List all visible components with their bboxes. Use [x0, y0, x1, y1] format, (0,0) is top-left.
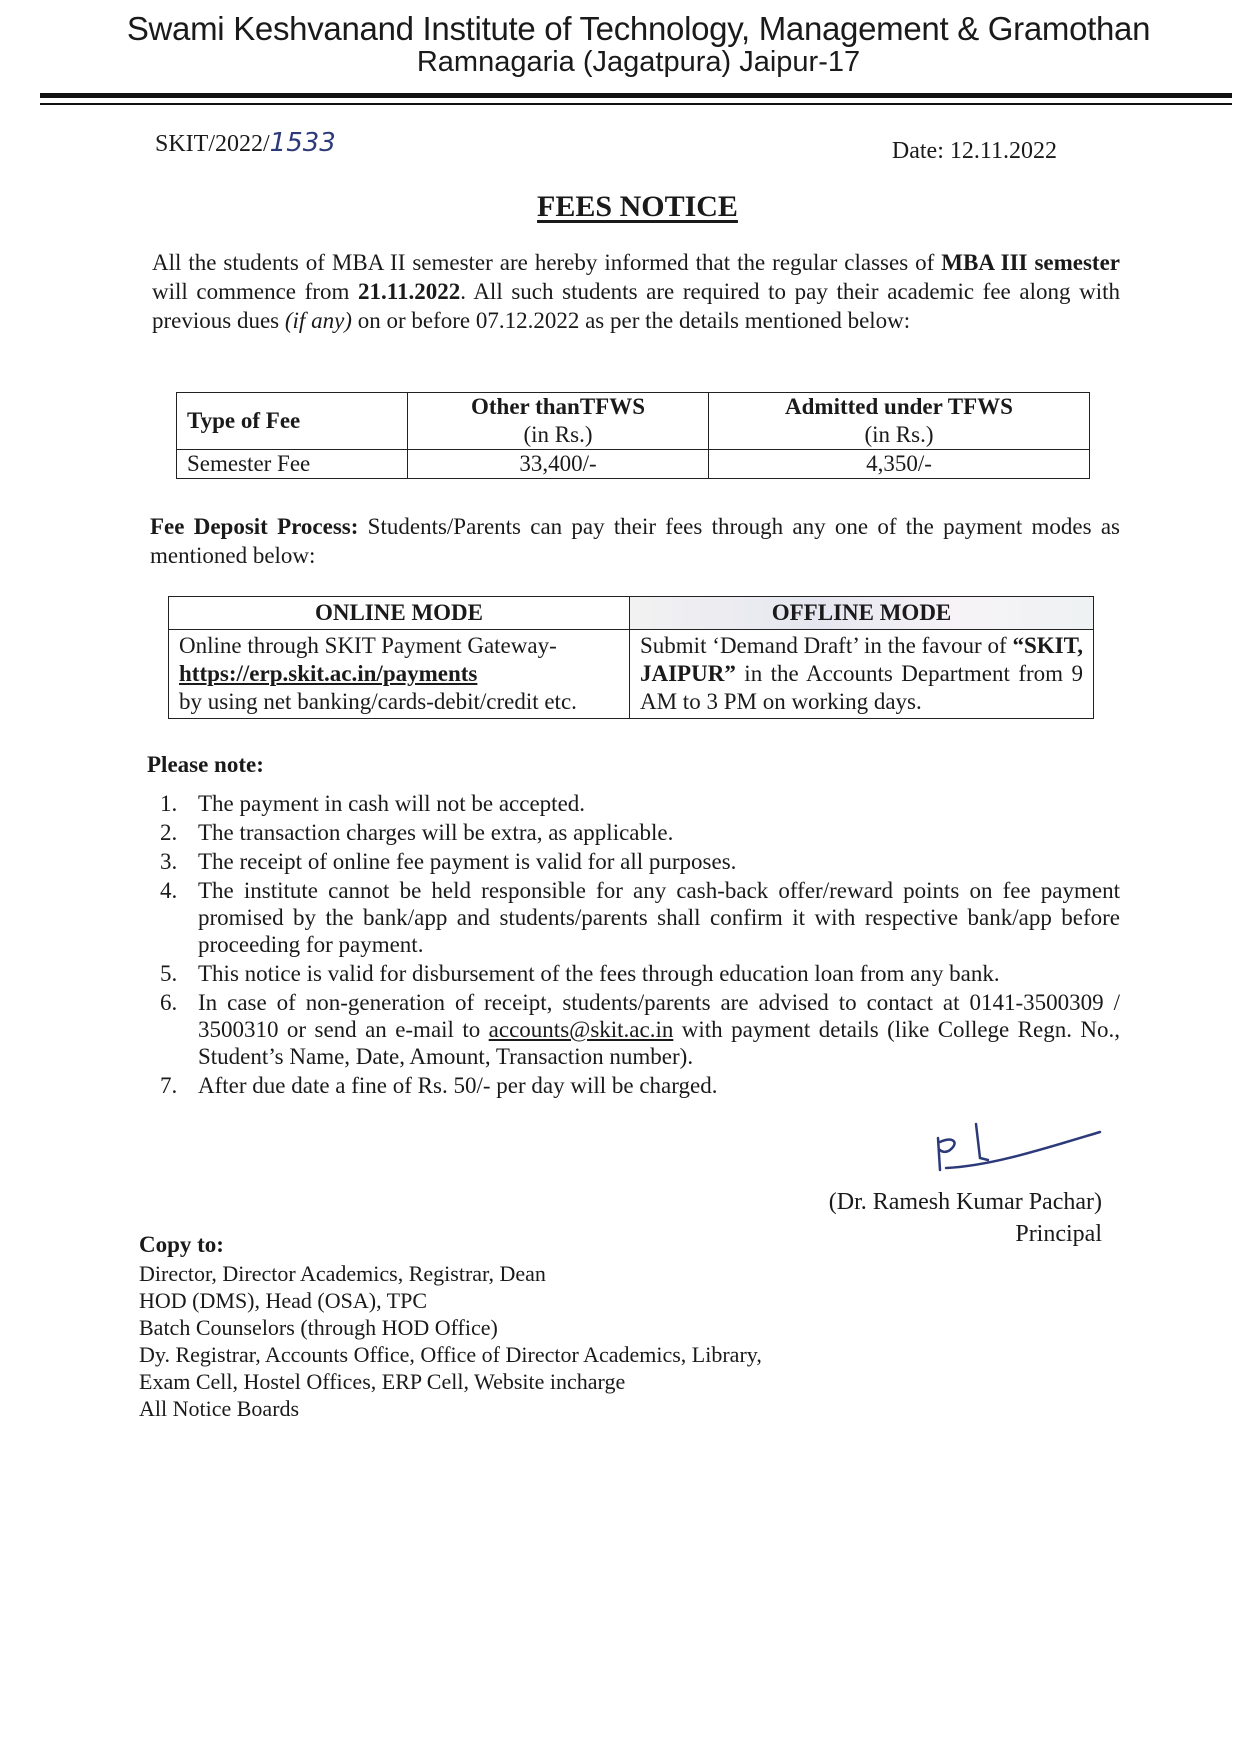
copy-to-heading: Copy to:	[139, 1232, 224, 1257]
list-item: 7. After due date a fine of Rs. 50/- per day will be charged.	[160, 1073, 718, 1098]
please-note-heading: Please note:	[147, 752, 264, 777]
list-item: 2. The transaction charges will be extra, as applicable.	[160, 820, 674, 845]
header-rule-thin	[40, 103, 1232, 105]
offline-mode-cell: Submit ‘Demand Draft’ in the favour of “SKIT, JAIPUR” in the Accounts Department from 9 AM to 3 PM on working days.	[630, 630, 1094, 719]
fee-table	[176, 392, 1090, 479]
fee-type-cell: Semester Fee	[177, 450, 408, 479]
list-item: 1. The payment in cash will not be accepted.	[160, 791, 586, 816]
reference-number	[155, 128, 336, 158]
list-item: 6. In case of non-generation of receipt, students/parents are advised to contact at 0141-3500309 / 3500310 or send an e-mail to accounts@skit.ac.in with payment details (like College Regn. No., Student’s Name, Date, Amount, Transaction number).	[160, 990, 1120, 1069]
online-mode-heading: ONLINE MODE	[169, 597, 630, 630]
list-item: 5. This notice is valid for disbursement of the fees through education loan from any bank.	[160, 961, 1000, 986]
col-other-than-tfws: Other thanTFWS (in Rs.)	[408, 393, 709, 450]
notice-date: Date: 12.11.2022	[891, 138, 1057, 164]
list-item: All Notice Boards	[139, 1396, 300, 1421]
online-mode-cell: Online through SKIT Payment Gateway- https://erp.skit.ac.in/payments by using net banking/cards-debit/credit etc.	[169, 630, 630, 719]
list-item: HOD (DMS), Head (OSA), TPC	[139, 1288, 428, 1313]
accounts-email-link[interactable]: accounts@skit.ac.in	[488, 1017, 674, 1042]
list-item: 4. The institute cannot be held responsible for any cash-back offer/reward points on fee payment promised by the bank/app and students/parents shall confirm it with respective bank/app before proceeding for payment.	[160, 878, 1120, 957]
offline-mode-heading: OFFLINE MODE	[630, 597, 1094, 630]
signatory-block	[829, 1186, 1102, 1250]
list-item: Exam Cell, Hostel Offices, ERP Cell, Website incharge	[139, 1369, 626, 1394]
intro-paragraph: All the students of MBA II semester are hereby informed that the regular classes of MBA III semester will commence from 21.11.2022. All such students are required to pay their academic fee along with previous dues (if any) on or before 07.12.2022 as per the details mentioned below:	[152, 250, 1121, 333]
notice-title: FEES NOTICE	[537, 190, 738, 223]
fee-tfws-cell: 4,350/-	[709, 450, 1090, 479]
col-admitted-under-tfws: Admitted under TFWS (in Rs.)	[709, 393, 1090, 450]
list-item: 3. The receipt of online fee payment is valid for all purposes.	[160, 849, 737, 874]
signatory-name: (Dr. Ramesh Kumar Pachar)	[828, 1189, 1102, 1215]
list-item: Director, Director Academics, Registrar, Dean	[139, 1261, 546, 1286]
table-row	[169, 630, 1094, 719]
notes-list	[160, 790, 1120, 1101]
payment-gateway-link[interactable]: https://erp.skit.ac.in/payments	[179, 661, 478, 686]
reference-prefix: SKIT/2022/	[155, 131, 270, 157]
fee-table-header	[177, 393, 1090, 450]
institute-name: Swami Keshvanand Institute of Technology, Management & Gramothan	[126, 10, 1151, 47]
reference-handwritten-number: 1533	[269, 128, 336, 158]
list-item: Dy. Registrar, Accounts Office, Office of Director Academics, Library,	[139, 1342, 762, 1367]
signature-image	[930, 1120, 1110, 1180]
payment-mode-table	[168, 596, 1094, 719]
deposit-paragraph: Fee Deposit Process: Students/Parents can pay their fees through any one of the payment modes as mentioned below:	[150, 514, 1120, 568]
fee-other-cell: 33,400/-	[408, 450, 709, 479]
header-rule-thick	[40, 93, 1232, 98]
list-item: Batch Counselors (through HOD Office)	[139, 1315, 498, 1340]
mode-table-header	[169, 597, 1094, 630]
institute-address: Ramnagaria (Jagatpura) Jaipur-17	[416, 46, 861, 78]
signatory-designation: Principal	[1015, 1221, 1102, 1247]
col-type-of-fee: Type of Fee	[177, 393, 408, 450]
copy-to-list	[139, 1260, 939, 1422]
table-row	[177, 450, 1090, 479]
